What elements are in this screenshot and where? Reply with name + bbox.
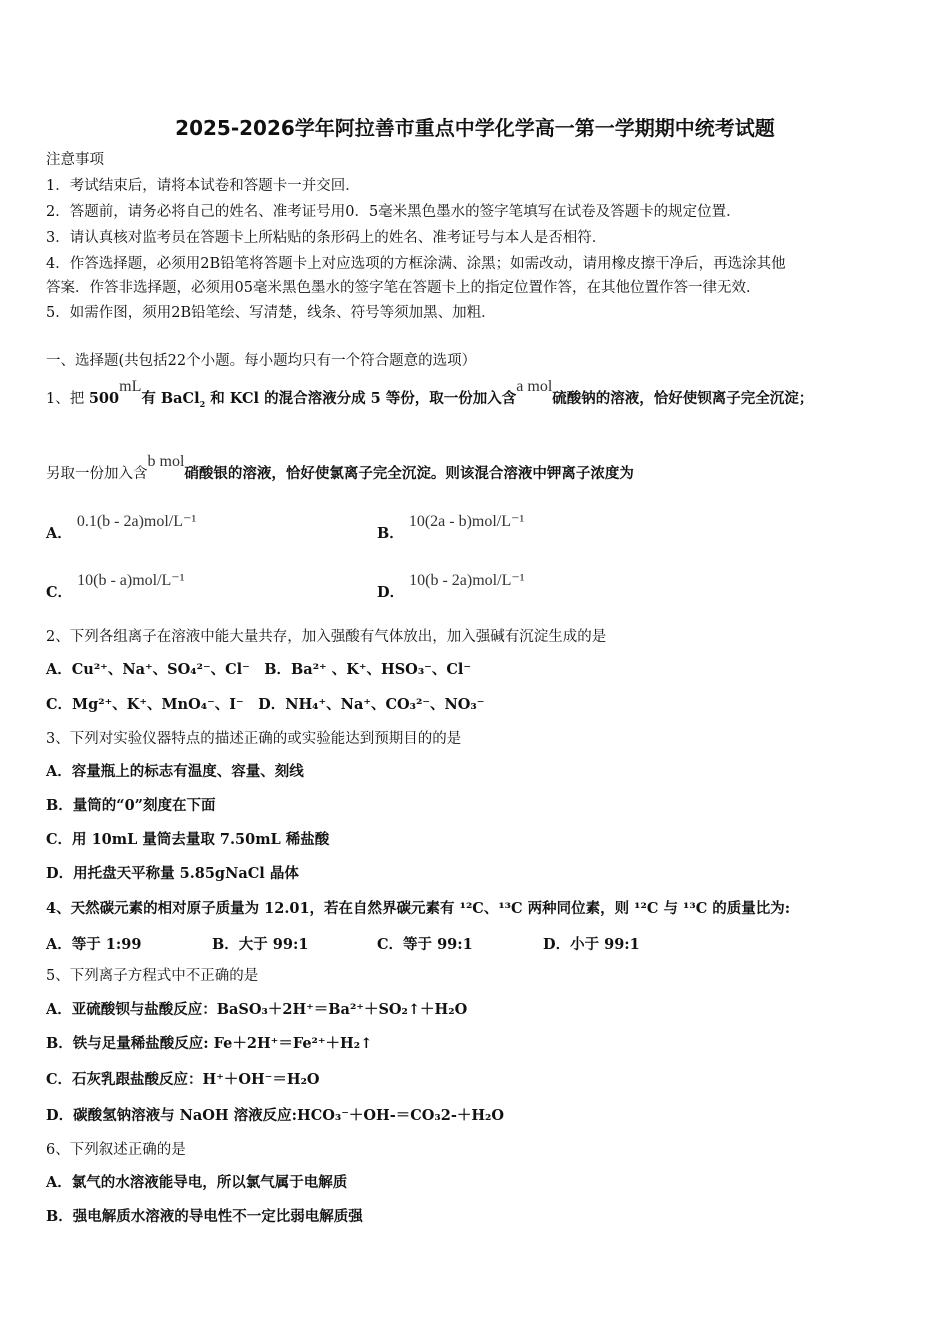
q1-option-b xyxy=(377,513,525,543)
question-3-option: D．用托盘天平称量 5.85gNaCl 晶体 xyxy=(46,865,299,882)
page-title: 2025-2026学年阿拉善市重点中学化学高一第一学期期中统考试题 xyxy=(175,116,775,140)
notice-item: 1．考试结束后，请将本试卷和答题卡一并交回． xyxy=(46,178,360,194)
question-2-options-cd: C．Mg²⁺、K⁺、MnO₄⁻、I⁻ D．NH₄⁺、Na⁺、CO₃²⁻、NO₃⁻ xyxy=(46,696,485,713)
q1-unit-ml: mL xyxy=(119,378,142,395)
option-expr: 10(b - a)mol/L⁻¹ xyxy=(77,572,185,589)
question-3-option: B．量筒的“0”刻度在下面 xyxy=(46,797,216,814)
option-expr: 10(2a - b)mol/L⁻¹ xyxy=(408,513,525,530)
notice-item: 5．如需作图，须用2B铅笔绘、写清楚，线条、符号等须加黑、加粗． xyxy=(46,305,496,321)
option-label: A． xyxy=(46,525,72,542)
option-expr: 10(b - 2a)mol/L⁻¹ xyxy=(409,572,525,589)
option-label: D． xyxy=(377,584,405,601)
question-4-stem: 4、天然碳元素的相对原子质量为 12.01，若在自然界碳元素有 ¹²C、¹³C 两种同位素，则 ¹²C 与 ¹³C 的质量比为: xyxy=(46,900,791,917)
option-label: B． xyxy=(377,525,404,542)
question-5-stem: 5、下列离子方程式中不正确的是 xyxy=(46,968,259,984)
notice-item: 答案．作答非选择题，必须用05毫米黑色墨水的签字笔在答题卡上的指定位置作答，在其他位置作答一律无效． xyxy=(46,280,761,296)
option-expr: 0.1(b - 2a)mol/L⁻¹ xyxy=(76,513,197,530)
q1-volume: 500 xyxy=(88,390,120,407)
question-5-option: A．亚硫酸钡与盐酸反应：BaSO₃＋2H⁺＝Ba²⁺＋SO₂↑＋H₂O xyxy=(46,1001,468,1018)
notice-item: 4．作答选择题，必须用2B铅笔将答题卡上对应选项的方框涂满、涂黑；如需改动，请用橡皮擦干净后，再选涂其他 xyxy=(46,256,786,272)
question-5-option: D．碳酸氢钠溶液与 NaOH 溶液反应:HCO₃⁻＋OH-＝CO₃2-＋H₂O xyxy=(46,1107,505,1124)
q1-line2-pre: 另取一份加入含 xyxy=(46,466,148,482)
q1-mid1: 有 BaCl xyxy=(141,390,200,407)
question-1-line1 xyxy=(46,378,814,409)
question-6-option: A．氯气的水溶液能导电，所以氯气属于电解质 xyxy=(46,1174,348,1191)
q1-sub2: 2 xyxy=(199,398,206,409)
question-3-stem: 3、下列对实验仪器特点的描述正确的或实验能达到预期目的的是 xyxy=(46,731,462,747)
q1-prefix: 1、把 xyxy=(46,391,89,407)
q1-b-mol: b mol xyxy=(147,453,185,470)
q1-tail1: 硫酸钠的溶液，恰好使钡离子完全沉淀； xyxy=(552,390,814,407)
q1-option-a xyxy=(46,513,197,543)
option-label: C． xyxy=(46,584,73,601)
question-6-option: B．强电解质水溶液的导电性不一定比弱电解质强 xyxy=(46,1208,363,1225)
question-1-line2 xyxy=(46,453,634,484)
q1-option-c xyxy=(46,572,185,602)
question-2-stem: 2、下列各组离子在溶液中能大量共存，加入强酸有气体放出，加入强碱有沉淀生成的是 xyxy=(46,629,607,645)
question-2-options-ab: A．Cu²⁺、Na⁺、SO₄²⁻、Cl⁻ B．Ba²⁺ 、K⁺、HSO₃⁻、Cl⁻ xyxy=(46,661,472,678)
q4-option-b: B．大于 99:1 xyxy=(212,936,309,953)
q4-option-a: A．等于 1:99 xyxy=(46,936,142,953)
q1-mid2: 和 KCl 的混合溶液分成 5 等份，取一份加入含 xyxy=(205,390,517,407)
notice-item: 2．答题前，请务必将自己的姓名、准考证号用0．5毫米黑色墨水的签字笔填写在试卷及答题卡的规定位置． xyxy=(46,204,741,220)
question-5-option: C．石灰乳跟盐酸反应：H⁺＋OH⁻＝H₂O xyxy=(46,1071,320,1088)
section-heading: 一、选择题(共包括22个小题。每小题均只有一个符合题意的选项） xyxy=(46,353,477,369)
q1-option-d xyxy=(377,572,525,602)
notice-item: 3．请认真核对监考员在答题卡上所粘贴的条形码上的姓名、准考证号与本人是否相符． xyxy=(46,230,607,246)
question-3-option: C．用 10mL 量筒去量取 7.50mL 稀盐酸 xyxy=(46,831,330,848)
q4-option-c: C．等于 99:1 xyxy=(377,936,473,953)
q1-line2-post: 硝酸银的溶液，恰好使氯离子完全沉淀。则该混合溶液中钾离子浓度为 xyxy=(184,465,634,482)
question-5-option: B．铁与足量稀盐酸反应: Fe＋2H⁺＝Fe²⁺＋H₂↑ xyxy=(46,1035,373,1052)
notice-heading: 注意事项 xyxy=(46,152,104,168)
q4-option-d: D．小于 99:1 xyxy=(543,936,640,953)
q1-a-mol: a mol xyxy=(516,378,553,395)
question-3-option: A．容量瓶上的标志有温度、容量、刻线 xyxy=(46,763,304,780)
question-6-stem: 6、下列叙述正确的是 xyxy=(46,1142,186,1158)
